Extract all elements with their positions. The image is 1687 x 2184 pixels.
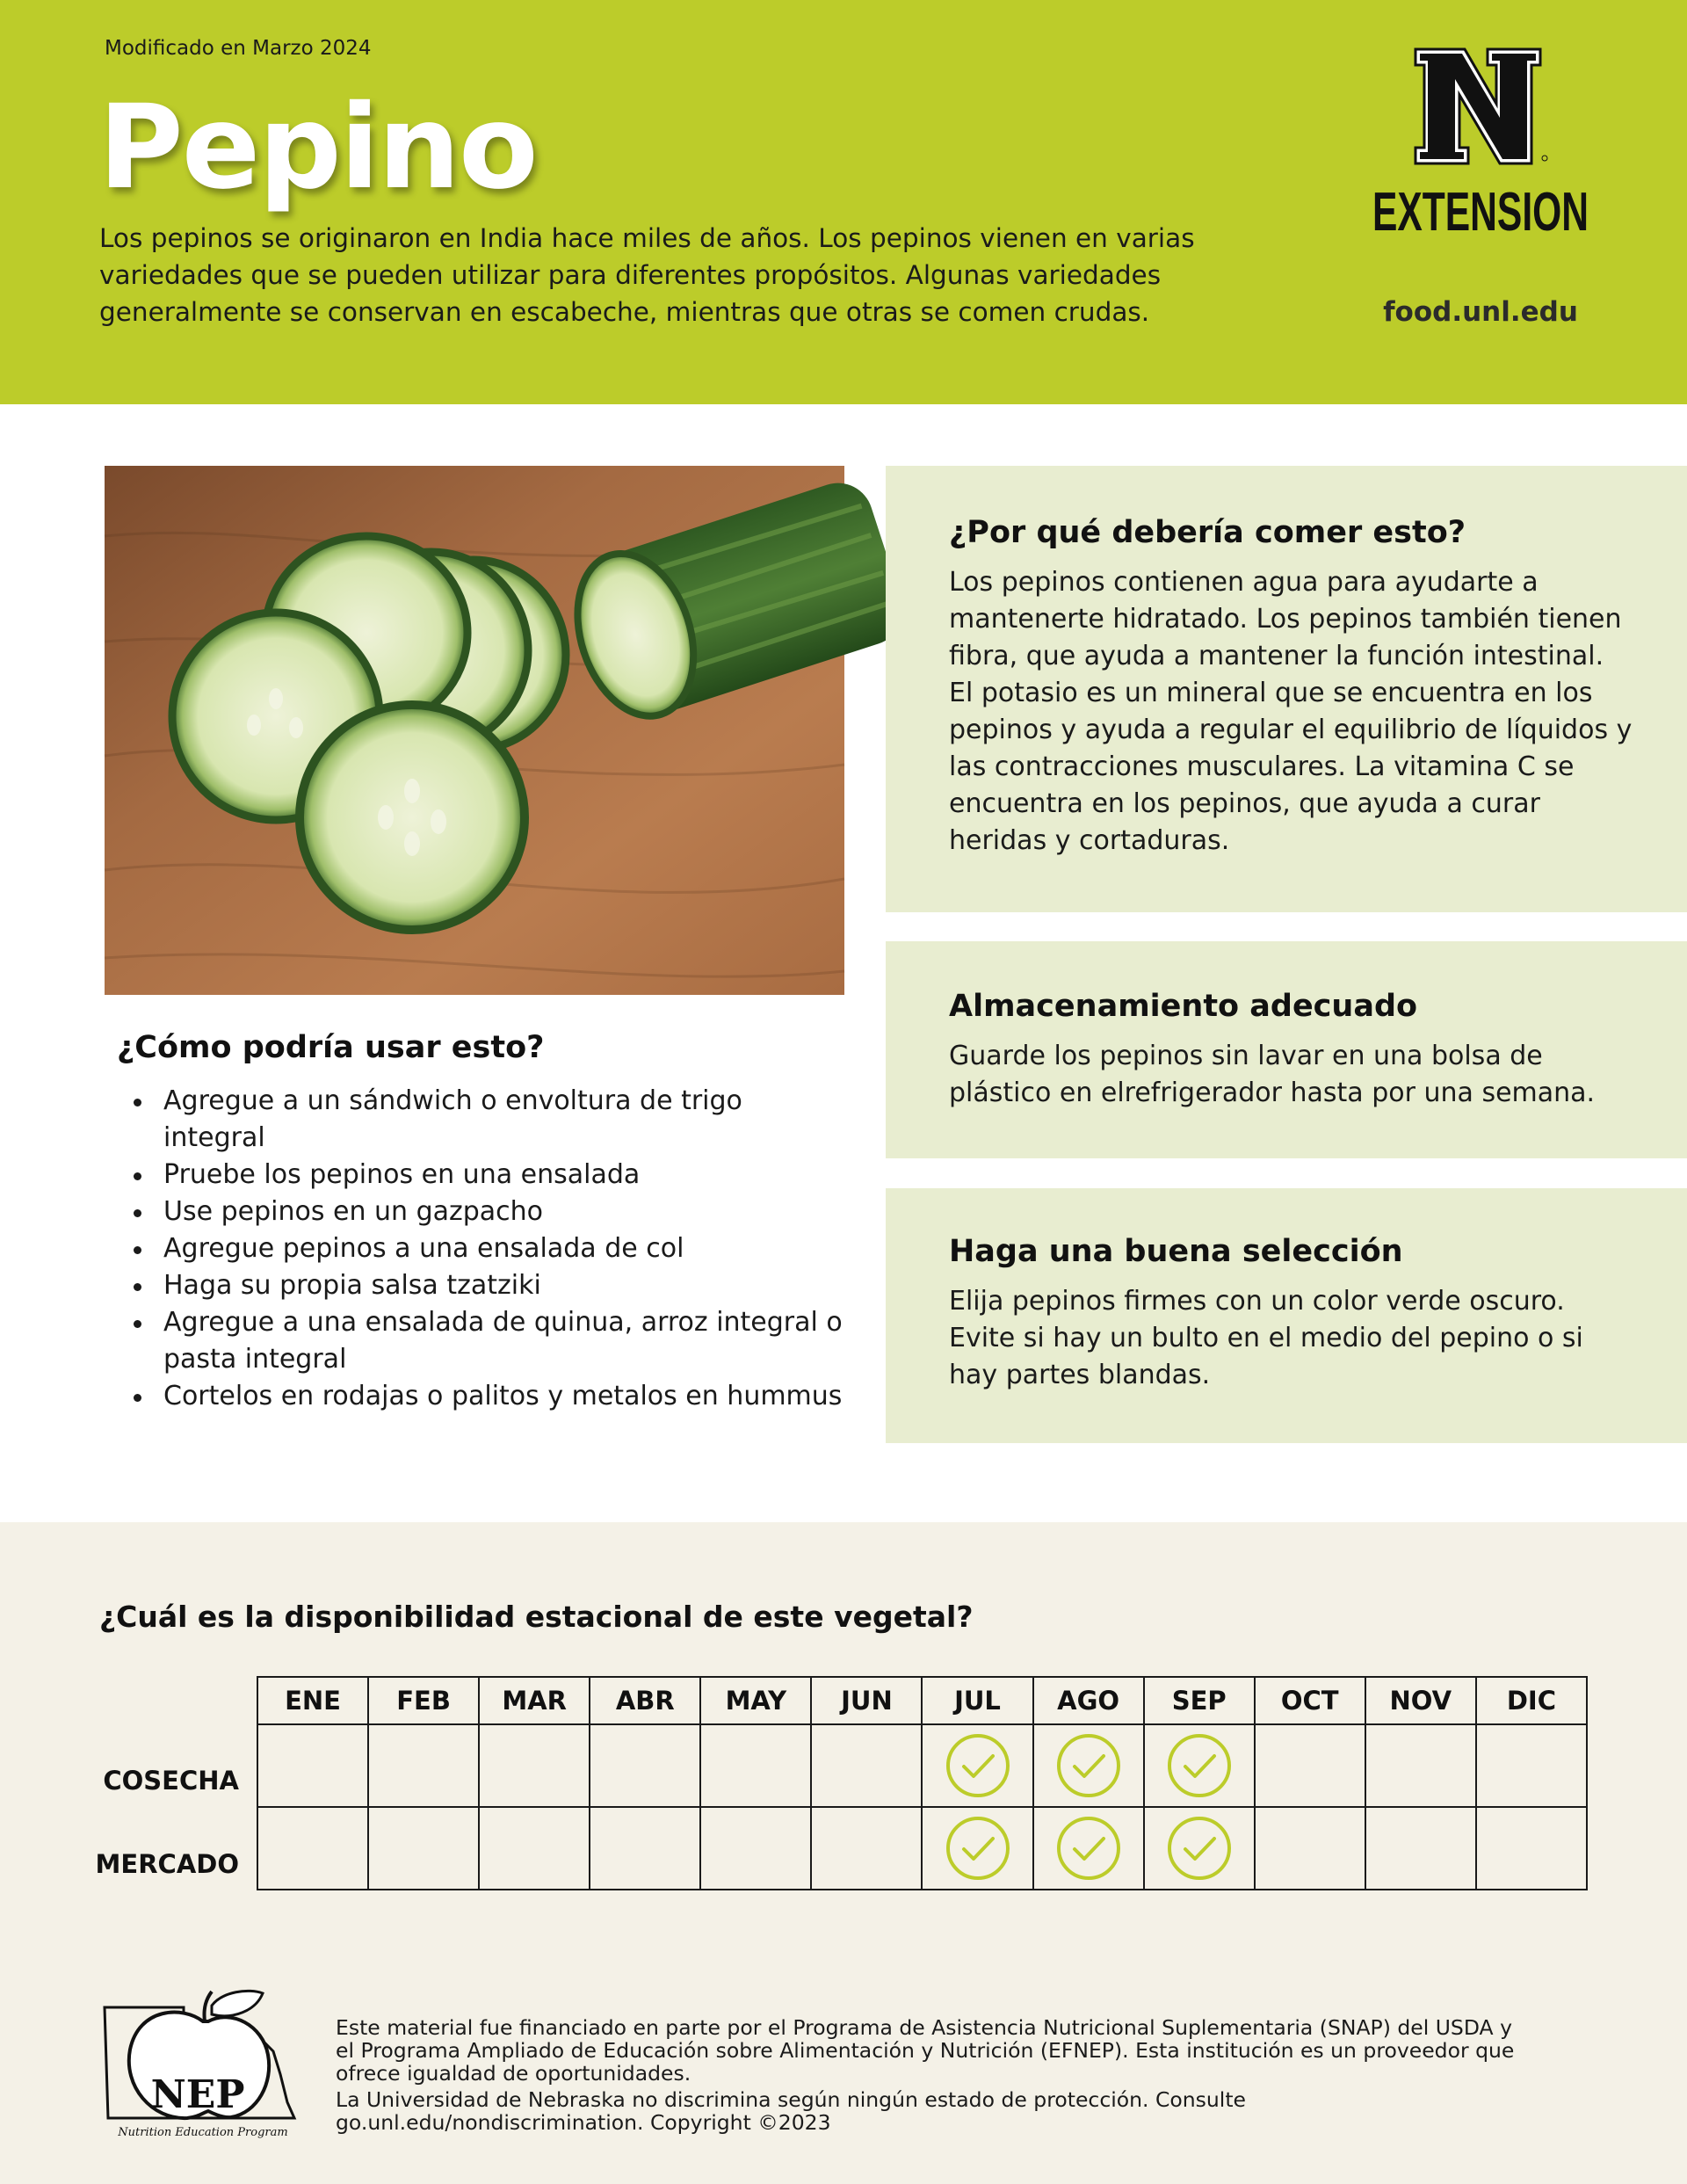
page-title: Pepino: [98, 80, 537, 215]
season-cell: [1144, 1807, 1255, 1890]
month-header: NOV: [1365, 1677, 1476, 1724]
selection-heading: Haga una buena selección: [949, 1234, 1403, 1269]
header-banner: [0, 0, 1687, 404]
nondiscrimination-statement: La Universidad de Nebraska no discrimina según ningún estado de protección. Consulte go.unl.edu/nondiscrimination. Copyright ©2023: [336, 2087, 1246, 2135]
selection-box: [886, 1188, 1687, 1443]
season-cell: [700, 1724, 811, 1807]
site-url-link[interactable]: food.unl.edu: [1383, 296, 1578, 328]
season-cell: [700, 1807, 811, 1890]
extension-logo-text: EXTENSION: [1372, 182, 1589, 243]
uses-heading: ¿Cómo podría usar esto?: [117, 1030, 545, 1065]
month-header: AGO: [1033, 1677, 1144, 1724]
list-item: Use pepinos en un gazpacho: [132, 1194, 844, 1230]
season-cell: [1365, 1724, 1476, 1807]
season-cell: [1476, 1807, 1587, 1890]
list-item: Agregue pepinos a una ensalada de col: [132, 1230, 844, 1267]
row-label-cosecha: COSECHA: [103, 1766, 239, 1796]
month-header: JUN: [811, 1677, 922, 1724]
season-cell: [368, 1724, 479, 1807]
list-item: Pruebe los pepinos en una ensalada: [132, 1157, 844, 1194]
season-cell: [590, 1807, 700, 1890]
storage-box: [886, 941, 1687, 1158]
cucumber-photo: [105, 466, 844, 995]
season-cell: [257, 1807, 368, 1890]
why-eat-heading: ¿Por qué debería comer esto?: [949, 515, 1466, 550]
selection-body: Elija pepinos firmes con un color verde oscuro. Evite si hay un bulto en el medio del pepino o si hay partes blandas.: [949, 1286, 1583, 1390]
season-cell: [368, 1807, 479, 1890]
footer-disclaimer: [336, 2016, 1531, 2134]
check-circle-icon: [945, 1732, 1011, 1799]
check-circle-icon: [1055, 1815, 1122, 1882]
funding-statement: Este material fue financiado en parte por el Programa de Asistencia Nutricional Suplementaria (SNAP) del USDA y el Programa Ampliado de Educación sobre Alimentación y Nutrición (EFNEP). Esta institución es un proveedor que ofrece igualdad de oportunidades.: [336, 2015, 1515, 2086]
uses-list: [132, 1083, 844, 1415]
table-row: [257, 1807, 1587, 1890]
seasonal-heading: ¿Cuál es la disponibilidad estacional de este vegetal?: [99, 1600, 974, 1634]
storage-heading: Almacenamiento adecuado: [949, 989, 1418, 1024]
list-item: Haga su propia salsa tzatziki: [132, 1267, 844, 1304]
n-logo-icon: [1366, 46, 1595, 248]
season-cell: [1033, 1807, 1144, 1890]
intro-paragraph: Los pepinos se originaron en India hace miles de años. Los pepinos vienen en varias variedades que se pueden utilizar para diferentes propósitos. Algunas variedades generalmente se conservan en escabeche, mientras que otras se comen crudas.: [99, 223, 1195, 327]
list-item: Agregue a un sándwich o envoltura de trigo integral: [132, 1083, 844, 1157]
table-row: [257, 1724, 1587, 1807]
check-circle-icon: [945, 1815, 1011, 1882]
season-cell: [922, 1807, 1032, 1890]
month-header: MAY: [700, 1677, 811, 1724]
season-cell: [257, 1724, 368, 1807]
apple-nebraska-icon: [99, 1988, 310, 2142]
month-header: FEB: [368, 1677, 479, 1724]
season-cell: [1365, 1807, 1476, 1890]
storage-body: Guarde los pepinos sin lavar en una bolsa de plástico en elrefrigerador hasta por una semana.: [949, 1041, 1596, 1108]
season-cell: [922, 1724, 1032, 1807]
season-cell: [811, 1724, 922, 1807]
season-cell: [1255, 1724, 1365, 1807]
modified-date: Modificado en Marzo 2024: [105, 37, 372, 60]
month-header: MAR: [479, 1677, 590, 1724]
month-header: JUL: [922, 1677, 1032, 1724]
check-circle-icon: [1166, 1815, 1233, 1882]
list-item: Agregue a una ensalada de quinua, arroz integral o pasta integral: [132, 1304, 844, 1378]
why-eat-body: Los pepinos contienen agua para ayudarte a mantenerte hidratado. Los pepinos también tienen fibra, que ayuda a mantener la función intestinal. El potasio es un mineral que se encuentra en los pepinos y ayuda a regular el equilibrio de líquidos y las contracciones musculares. La vitamina C se encuentra en los pepinos, que ayuda a curar heridas y cortaduras.: [949, 567, 1633, 856]
season-cell: [811, 1807, 922, 1890]
month-header: DIC: [1476, 1677, 1587, 1724]
nep-logo-text: NEP: [150, 2072, 245, 2117]
cucumber-slices-icon: [105, 466, 844, 995]
seasonal-table: [257, 1676, 1588, 1890]
nep-logo: [99, 1988, 310, 2142]
month-header: SEP: [1144, 1677, 1255, 1724]
extension-logo[interactable]: [1366, 46, 1595, 248]
season-cell: [590, 1724, 700, 1807]
season-cell: [1033, 1724, 1144, 1807]
why-eat-box: [886, 466, 1687, 912]
row-label-mercado: MERCADO: [95, 1849, 239, 1879]
check-circle-icon: [1166, 1732, 1233, 1799]
season-cell: [479, 1807, 590, 1890]
list-item: Cortelos en rodajas o palitos y metalos en hummus: [132, 1378, 844, 1415]
season-cell: [1144, 1724, 1255, 1807]
check-circle-icon: [1055, 1732, 1122, 1799]
nep-logo-subtitle: Nutrition Education Program: [118, 2126, 288, 2139]
season-cell: [479, 1724, 590, 1807]
month-header: ABR: [590, 1677, 700, 1724]
season-cell: [1476, 1724, 1587, 1807]
month-header: ENE: [257, 1677, 368, 1724]
month-header: OCT: [1255, 1677, 1365, 1724]
season-cell: [1255, 1807, 1365, 1890]
